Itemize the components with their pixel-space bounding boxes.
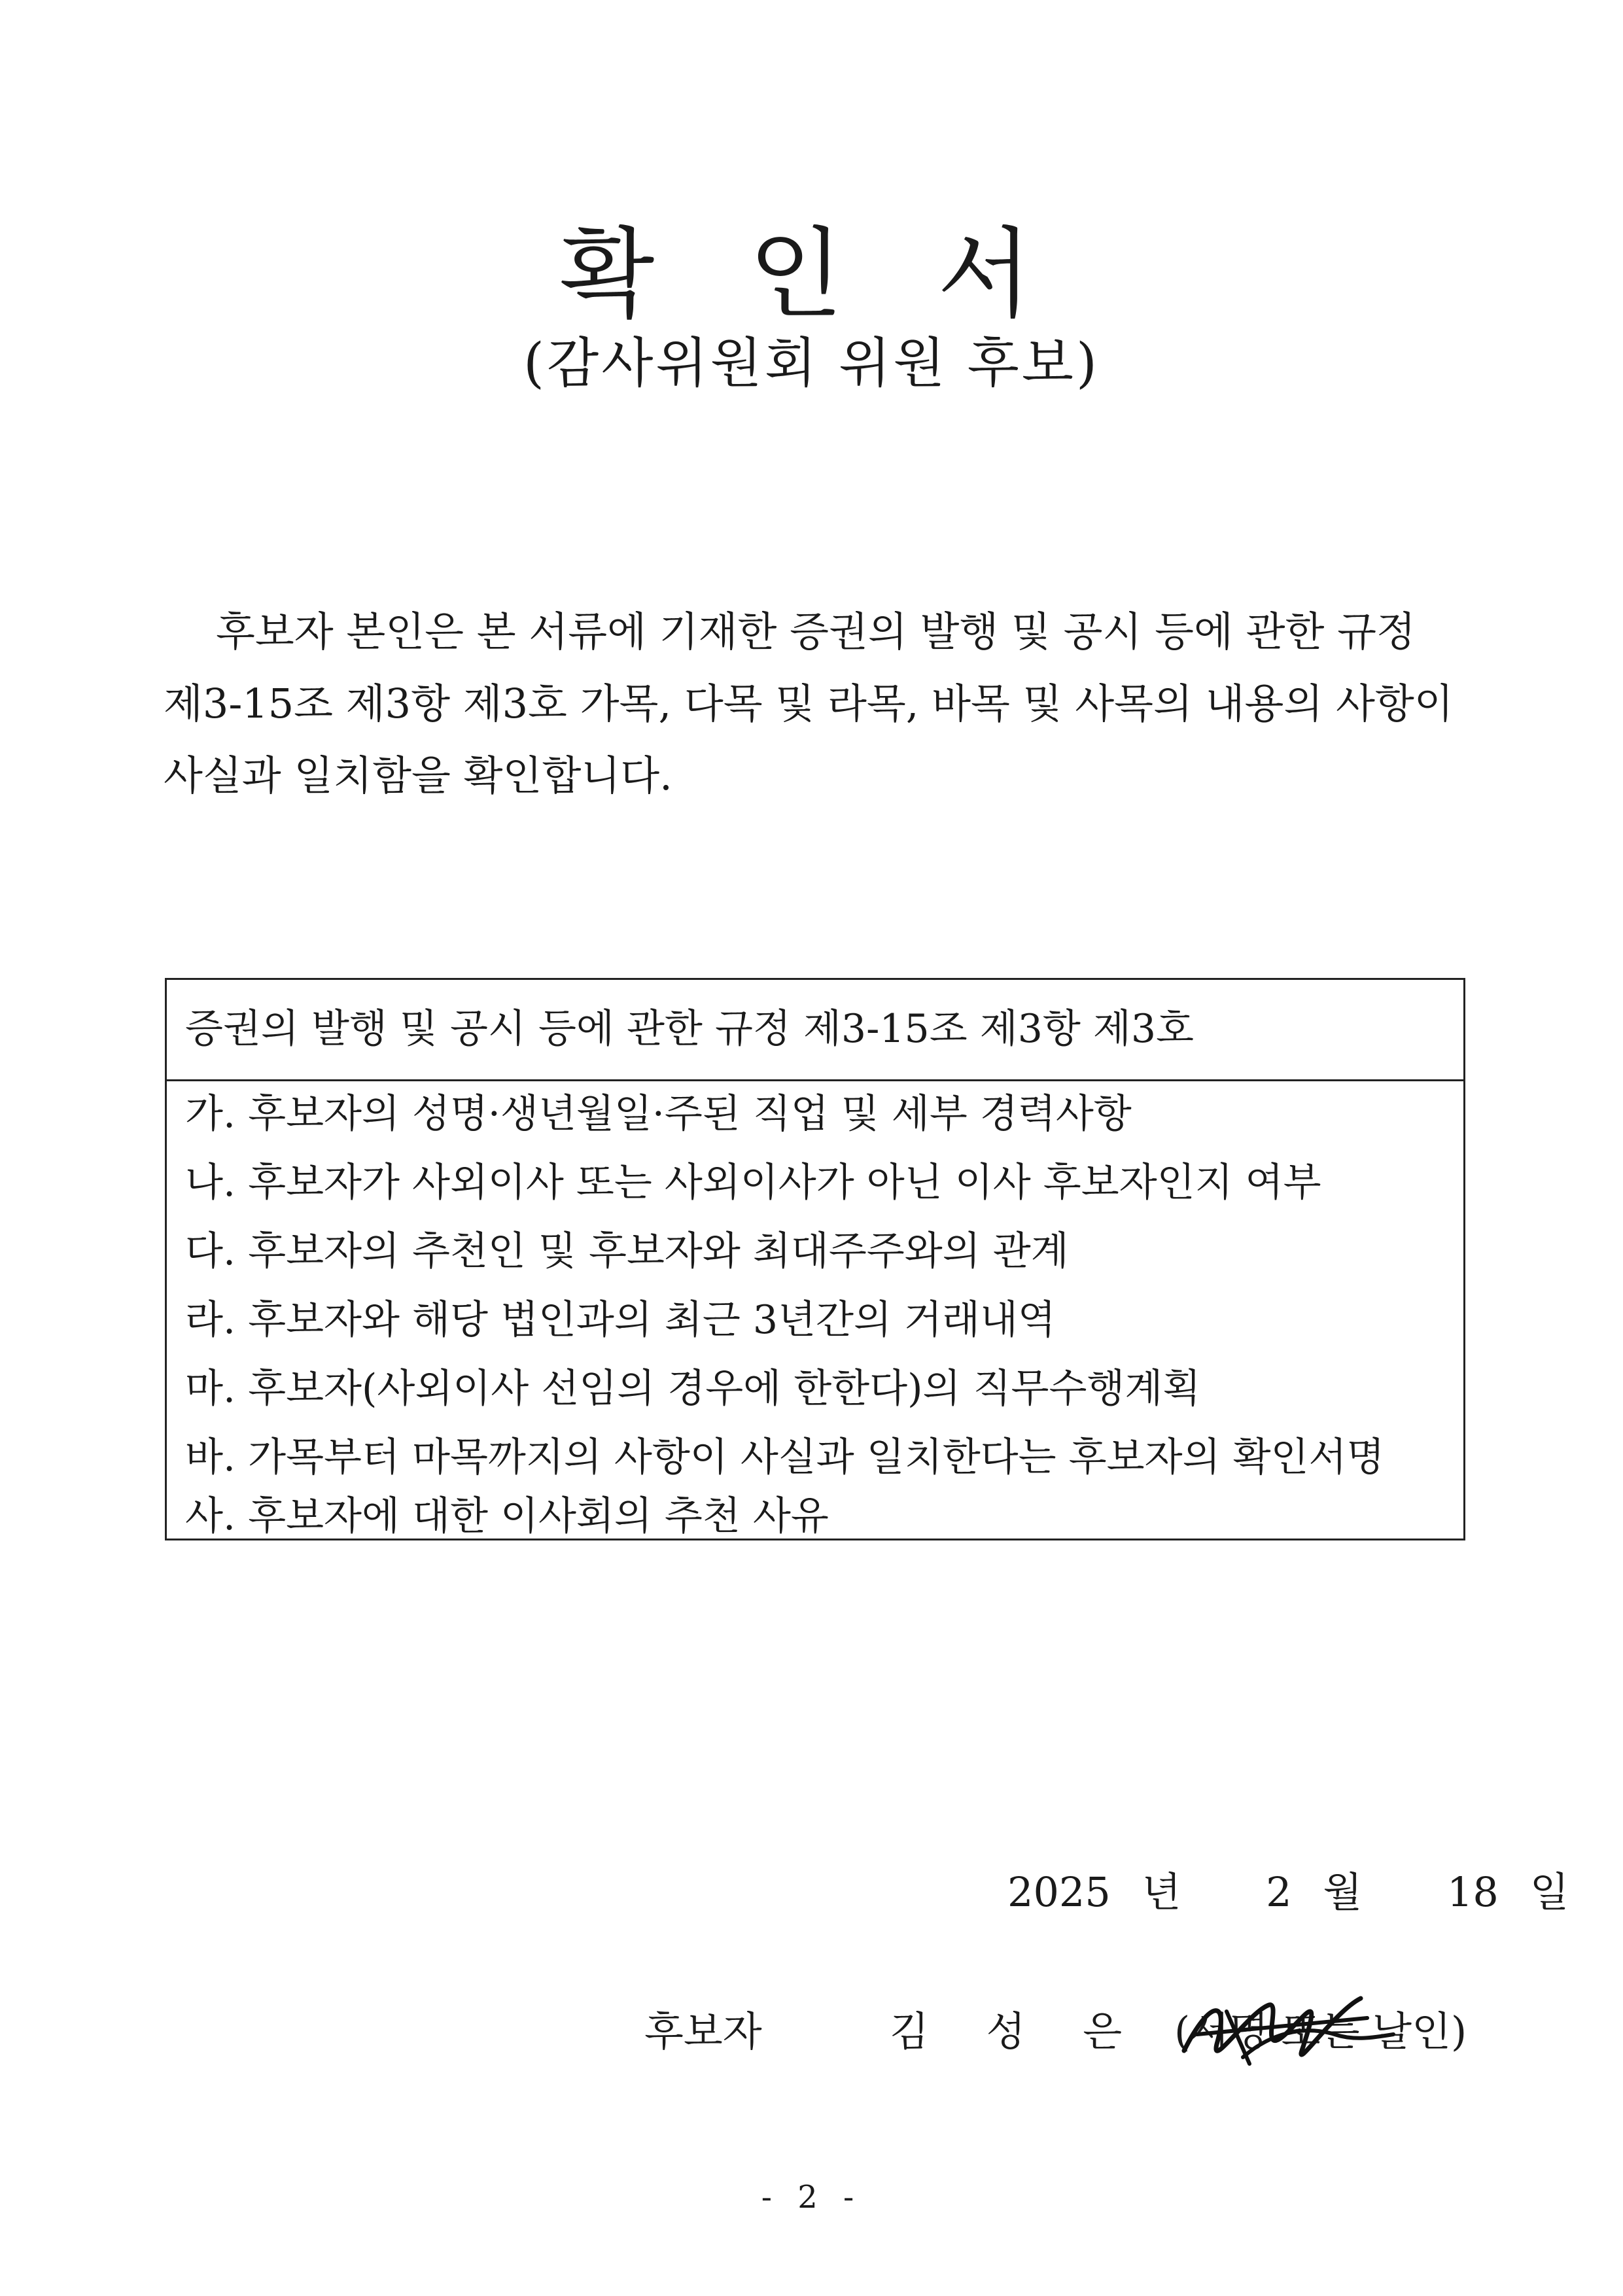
body-line-2: 제3-15조 제3항 제3호 가목, 다목 및 라목, 바목 및 사목의 내용의 사항이: [164, 680, 1454, 727]
signer-role: 후보자: [644, 2008, 762, 2055]
body-line-1: 후보자 본인은 본 서류에 기재한 증권의 발행 및 공시 등에 관한 규정: [216, 608, 1416, 655]
regulation-item: 라. 후보자와 해당 법인과의 최근 3년간의 거래내역: [185, 1297, 1056, 1343]
regulation-item: 마. 후보자(사외이사 선임의 경우에 한한다)의 직무수행계획: [185, 1366, 1201, 1412]
date-day-unit: 일: [1529, 1868, 1569, 1916]
regulation-item: 다. 후보자의 추천인 및 후보자와 최대주주와의 관계: [185, 1228, 1069, 1274]
date-year-unit: 년: [1142, 1868, 1181, 1916]
signer-name: 김 성 은: [890, 2008, 1145, 2055]
regulation-item: 가. 후보자의 성명·생년월일·주된 직업 및 세부 경력사항: [185, 1091, 1132, 1137]
regulation-item: 사. 후보자에 대한 이사회의 추천 사유: [185, 1493, 829, 1539]
page-number: - 2 -: [761, 2179, 862, 2216]
regulation-item: 나. 후보자가 사외이사 또는 사외이사가 아닌 이사 후보자인지 여부: [185, 1160, 1321, 1206]
document-subtitle: (감사위원회 위원 후보): [523, 332, 1100, 394]
regulation-item: 바. 가목부터 마목까지의 사항이 사실과 일치한다는 후보자의 확인서명: [185, 1435, 1385, 1480]
date-month: 2: [1266, 1868, 1292, 1916]
regulation-table: [165, 978, 1465, 1540]
body-line-3: 사실과 일치함을 확인합니다.: [164, 752, 672, 799]
date-month-unit: 월: [1323, 1868, 1363, 1916]
date-year: 2025: [1007, 1868, 1111, 1916]
handwritten-signature: [1171, 1972, 1406, 2083]
regulation-table-header: 증권의 발행 및 공시 등에 관한 규정 제3-15조 제3항 제3호: [167, 980, 1463, 1081]
document-title: 확 인 서: [559, 218, 1064, 332]
signature-note: (서명 또는 날인): [1174, 2008, 1467, 2055]
date-day: 18: [1446, 1868, 1499, 1916]
signing-date: [1007, 1868, 1569, 1916]
